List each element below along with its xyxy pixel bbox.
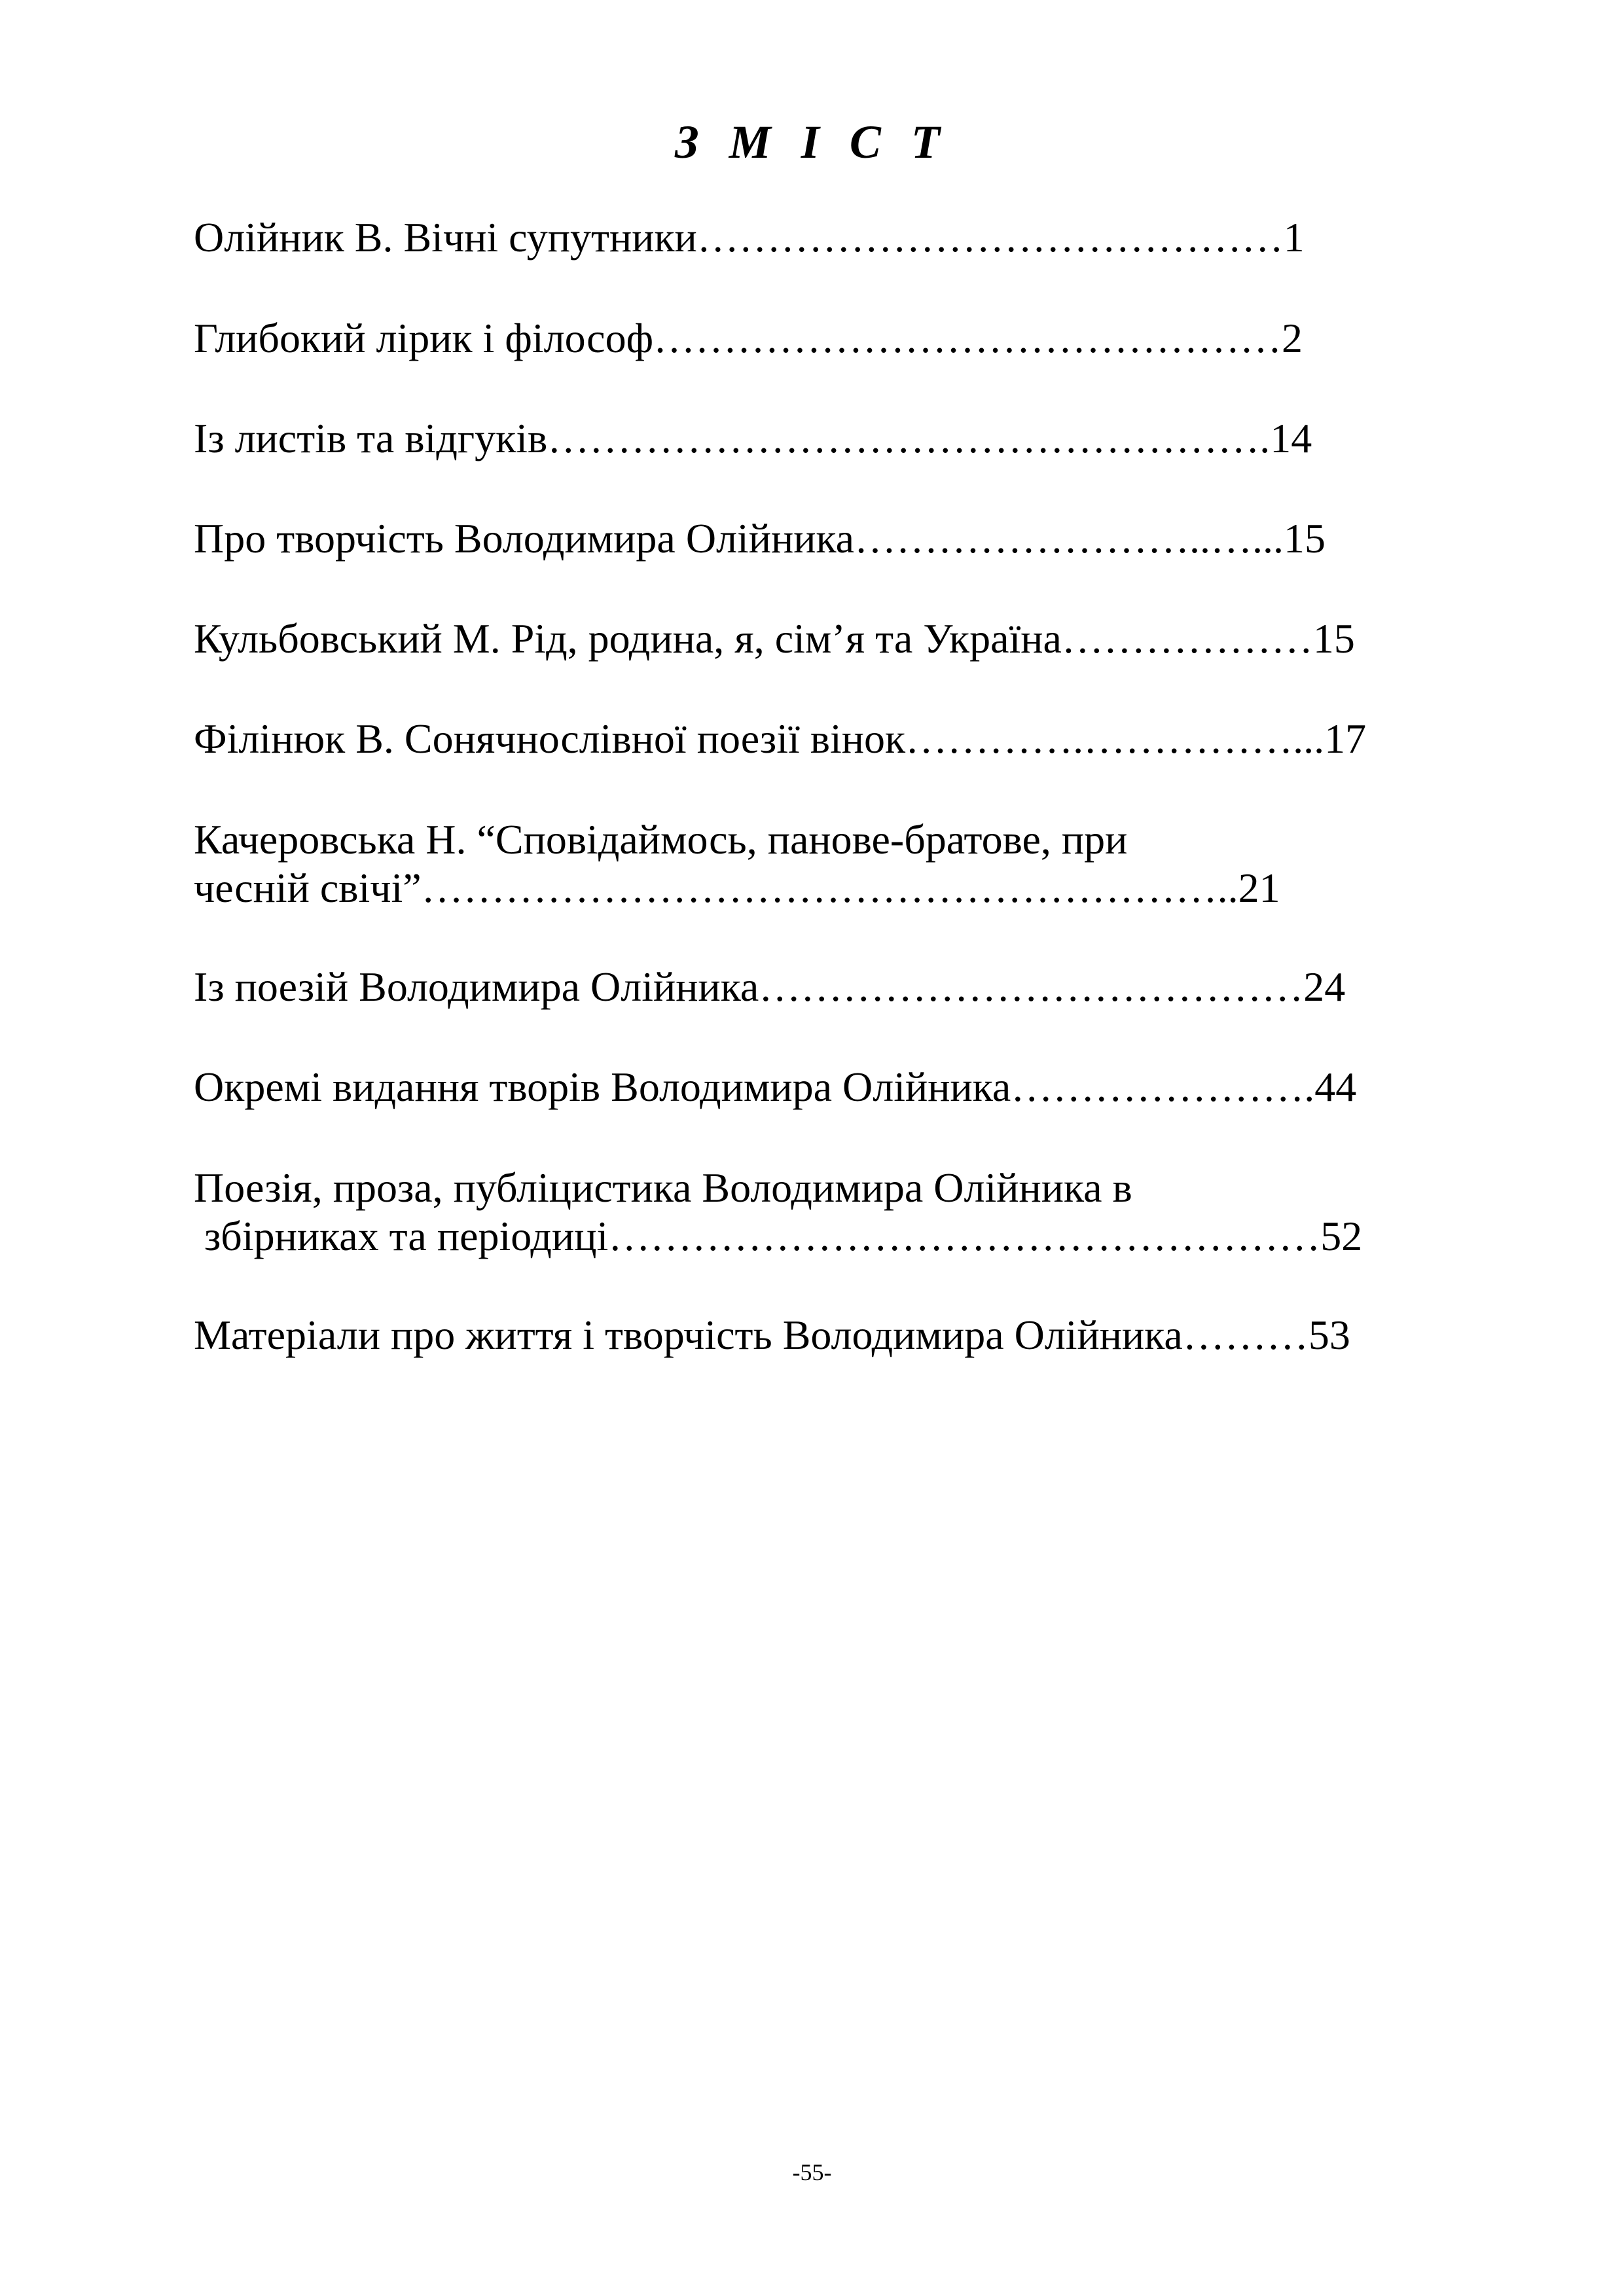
toc-entry: Матеріали про життя і творчість Володимира Олійника………53 [194, 1312, 1350, 1358]
page-number: -55- [792, 2159, 832, 2185]
toc-entry: Качеровська Н. “Сповідаймось, панове-братове, при [194, 816, 1128, 863]
toc-entry-continuation: збірниках та періодиці……………………………………………52 [194, 1213, 1363, 1259]
page-title: З М І С Т [675, 116, 949, 168]
toc-entry: Філінюк В. Сонячнослівної поезії вінок………….……………...17 [194, 715, 1367, 762]
toc-entry: Окремі видання творів Володимира Олійника………………….44 [194, 1064, 1357, 1110]
toc-entry: Із поезій Володимира Олійника…………………………………24 [194, 963, 1346, 1010]
toc-entry-continuation: чесній свічі”…………………………………………………..21 [194, 865, 1280, 911]
toc-entry: Про творчість Володимира Олійника……………………..…...15 [194, 515, 1326, 562]
toc-entry: Кульбовський М. Рід, родина, я, сім’я та Україна………………15 [194, 615, 1355, 662]
toc-entry: Олійник В. Вічні супутники……………………………………1 [194, 214, 1305, 260]
toc-entry: Глибокий лірик і філософ………………………………………2 [194, 315, 1303, 361]
toc-entry: Поезія, проза, публіцистика Володимира Олійника в [194, 1164, 1132, 1211]
toc-entry: Із листів та відгуків…………………………………………….14 [194, 415, 1312, 461]
